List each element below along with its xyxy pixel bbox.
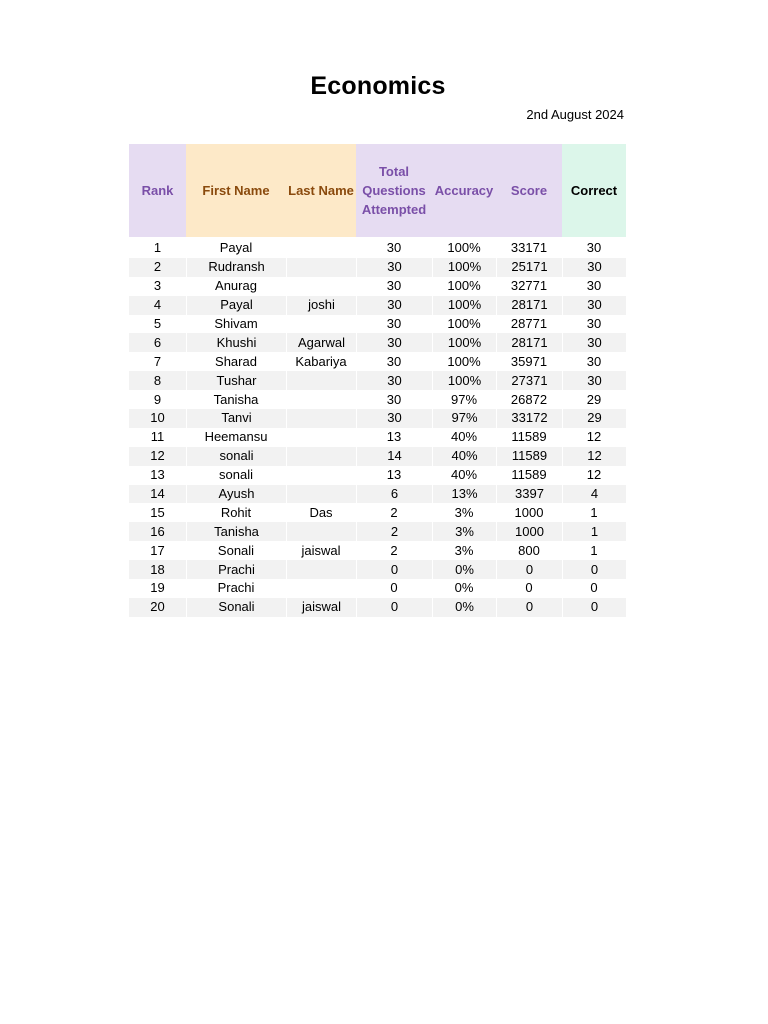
cell-rank: 15	[150, 504, 165, 520]
table-row	[129, 485, 626, 504]
cell-first-name: Rohit	[220, 504, 252, 520]
cell-rank: 12	[129, 447, 186, 466]
cell-score: 1000	[496, 522, 562, 541]
table-row	[129, 371, 626, 390]
cell-accuracy: 97%	[450, 391, 478, 407]
cell-first-name: Sonali	[186, 598, 286, 617]
cell-correct: 29	[586, 391, 602, 407]
column-header-total-questions: Total Questions Attempted	[356, 144, 432, 237]
cell-first-name: Sonali	[217, 542, 255, 558]
cell-score: 800	[518, 542, 540, 558]
cell-correct: 0	[562, 560, 626, 579]
cell-total-questions: 2	[390, 542, 398, 558]
cell-score: 27371	[496, 371, 562, 390]
cell-rank: 17	[150, 542, 165, 558]
table-row	[129, 409, 626, 428]
cell-total-questions: 30	[356, 296, 432, 315]
cell-first-name: Tanisha	[213, 391, 259, 407]
cell-total-questions: 2	[390, 504, 398, 520]
cell-last-name	[286, 409, 356, 428]
cell-last-name	[286, 277, 356, 296]
cell-total-questions: 30	[386, 278, 402, 294]
table-row	[129, 598, 626, 617]
cell-last-name: Agarwal	[286, 333, 356, 352]
cell-accuracy: 0%	[432, 560, 496, 579]
cell-first-name: Tanisha	[186, 522, 286, 541]
cell-correct: 12	[562, 447, 626, 466]
cell-total-questions: 30	[386, 353, 402, 369]
cell-first-name: Shivam	[214, 316, 258, 331]
cell-last-name	[286, 315, 356, 334]
cell-first-name: Rudransh	[186, 258, 286, 277]
cell-last-name	[286, 447, 356, 466]
cell-total-questions: 30	[356, 409, 432, 428]
cell-rank: 4	[129, 296, 186, 315]
cell-accuracy: 0%	[432, 598, 496, 617]
cell-correct: 4	[562, 485, 626, 504]
table-body	[129, 237, 626, 617]
cell-total-questions: 30	[386, 240, 402, 256]
cell-last-name: Das	[309, 504, 333, 520]
table-row	[129, 390, 626, 409]
cell-rank: 11	[150, 429, 165, 445]
cell-accuracy: 100%	[447, 353, 481, 369]
cell-last-name	[286, 258, 356, 277]
cell-accuracy: 13%	[432, 485, 496, 504]
cell-score: 26872	[510, 391, 548, 407]
cell-total-questions: 0	[356, 560, 432, 579]
cell-correct: 30	[586, 240, 602, 256]
cell-score: 3397	[496, 485, 562, 504]
cell-correct: 0	[590, 580, 598, 596]
cell-rank: 19	[150, 580, 165, 596]
cell-rank: 20	[129, 598, 186, 617]
cell-total-questions: 14	[356, 447, 432, 466]
cell-last-name: jaiswal	[286, 598, 356, 617]
cell-total-questions: 30	[386, 316, 402, 331]
cell-rank: 6	[129, 333, 186, 352]
cell-total-questions: 2	[356, 522, 432, 541]
cell-score: 11589	[511, 429, 547, 445]
cell-correct: 30	[586, 278, 602, 294]
cell-score: 33172	[496, 409, 562, 428]
table-row	[129, 428, 626, 447]
cell-correct: 1	[590, 542, 598, 558]
table-row	[129, 296, 626, 315]
cell-total-questions: 30	[356, 333, 432, 352]
column-header-score: Score	[496, 144, 562, 237]
cell-accuracy: 40%	[432, 447, 496, 466]
cell-last-name	[286, 522, 356, 541]
cell-accuracy: 100%	[447, 278, 481, 294]
cell-accuracy: 100%	[432, 258, 496, 277]
column-header-rank: Rank	[129, 144, 186, 237]
table-row	[129, 560, 626, 579]
table-row	[129, 352, 626, 371]
cell-rank: 13	[150, 467, 165, 483]
cell-score: 11589	[511, 467, 547, 483]
cell-first-name: sonali	[219, 467, 253, 483]
table-row	[129, 277, 626, 296]
table-row	[129, 541, 626, 560]
cell-last-name	[286, 390, 356, 409]
cell-rank: 2	[129, 258, 186, 277]
cell-accuracy: 0%	[454, 580, 474, 596]
cell-score: 0	[525, 580, 533, 596]
cell-rank: 5	[153, 316, 162, 331]
table-row	[129, 237, 626, 258]
cell-correct: 30	[586, 353, 602, 369]
cell-last-name	[286, 579, 356, 598]
cell-last-name	[286, 560, 356, 579]
table-row	[129, 315, 626, 334]
cell-total-questions: 30	[356, 371, 432, 390]
cell-total-questions: 0	[390, 580, 398, 596]
cell-accuracy: 3%	[432, 522, 496, 541]
cell-last-name	[286, 371, 356, 390]
cell-accuracy: 100%	[447, 240, 481, 256]
cell-correct: 12	[586, 429, 602, 445]
cell-rank: 1	[153, 240, 162, 256]
cell-first-name: Prachi	[186, 560, 286, 579]
cell-score: 32771	[510, 278, 548, 294]
cell-rank: 3	[153, 278, 162, 294]
cell-first-name: Khushi	[186, 333, 286, 352]
cell-score: 33171	[510, 240, 548, 256]
cell-accuracy: 40%	[450, 467, 478, 483]
cell-correct: 1	[590, 504, 598, 520]
cell-correct: 0	[562, 598, 626, 617]
cell-score: 28171	[496, 333, 562, 352]
cell-score: 1000	[514, 504, 544, 520]
report-date: 2nd August 2024	[526, 107, 624, 122]
column-header-correct: Correct	[562, 144, 626, 237]
cell-correct: 30	[586, 316, 602, 331]
cell-rank: 7	[153, 353, 162, 369]
header-row	[129, 144, 626, 237]
cell-accuracy: 100%	[432, 296, 496, 315]
cell-rank: 16	[129, 522, 186, 541]
cell-accuracy: 100%	[447, 316, 481, 331]
cell-first-name: Payal	[186, 296, 286, 315]
cell-accuracy: 97%	[432, 409, 496, 428]
cell-total-questions: 13	[386, 467, 402, 483]
cell-first-name: Prachi	[217, 580, 255, 596]
cell-correct: 30	[562, 296, 626, 315]
cell-score: 11589	[496, 447, 562, 466]
table-row	[129, 579, 626, 598]
cell-score: 0	[496, 598, 562, 617]
cell-last-name: Kabariya	[295, 353, 347, 369]
cell-correct: 30	[562, 333, 626, 352]
cell-total-questions: 30	[386, 391, 402, 407]
table-row	[129, 522, 626, 541]
cell-last-name: jaiswal	[301, 542, 341, 558]
cell-total-questions: 6	[356, 485, 432, 504]
cell-first-name: sonali	[186, 447, 286, 466]
cell-last-name	[286, 485, 356, 504]
cell-correct: 12	[586, 467, 602, 483]
cell-rank: 9	[153, 391, 162, 407]
cell-accuracy: 40%	[450, 429, 478, 445]
cell-last-name: joshi	[286, 296, 356, 315]
cell-accuracy: 100%	[432, 371, 496, 390]
table-row	[129, 333, 626, 352]
cell-first-name: Ayush	[186, 485, 286, 504]
cell-first-name: Heemansu	[204, 429, 268, 445]
cell-rank: 10	[129, 409, 186, 428]
cell-rank: 18	[129, 560, 186, 579]
cell-first-name: Anurag	[215, 278, 257, 294]
cell-accuracy: 3%	[454, 542, 474, 558]
cell-correct: 29	[562, 409, 626, 428]
cell-score: 28771	[510, 316, 548, 331]
cell-accuracy: 100%	[432, 333, 496, 352]
cell-first-name: Tanvi	[186, 409, 286, 428]
cell-first-name: Payal	[219, 240, 253, 256]
cell-total-questions: 13	[386, 429, 402, 445]
cell-first-name: Sharad	[215, 353, 257, 369]
cell-score: 0	[496, 560, 562, 579]
cell-last-name	[286, 428, 356, 447]
table-row	[129, 447, 626, 466]
cell-rank: 8	[129, 371, 186, 390]
leaderboard-table	[129, 144, 626, 617]
page-title: Economics	[310, 72, 446, 100]
cell-correct: 30	[562, 371, 626, 390]
cell-total-questions: 0	[356, 598, 432, 617]
cell-correct: 30	[562, 258, 626, 277]
cell-last-name	[286, 237, 356, 258]
cell-rank: 14	[129, 485, 186, 504]
table-row	[129, 503, 626, 522]
cell-score: 35971	[510, 353, 548, 369]
cell-accuracy: 3%	[454, 504, 474, 520]
cell-score: 28171	[496, 296, 562, 315]
cell-first-name: Tushar	[186, 371, 286, 390]
column-header-last-name: Last Name	[286, 144, 356, 237]
table-row	[129, 258, 626, 277]
cell-score: 25171	[496, 258, 562, 277]
cell-correct: 1	[562, 522, 626, 541]
cell-total-questions: 30	[356, 258, 432, 277]
table-row	[129, 466, 626, 485]
column-header-accuracy: Accuracy	[432, 144, 496, 237]
cell-last-name	[286, 466, 356, 485]
column-header-first-name: First Name	[186, 144, 286, 237]
